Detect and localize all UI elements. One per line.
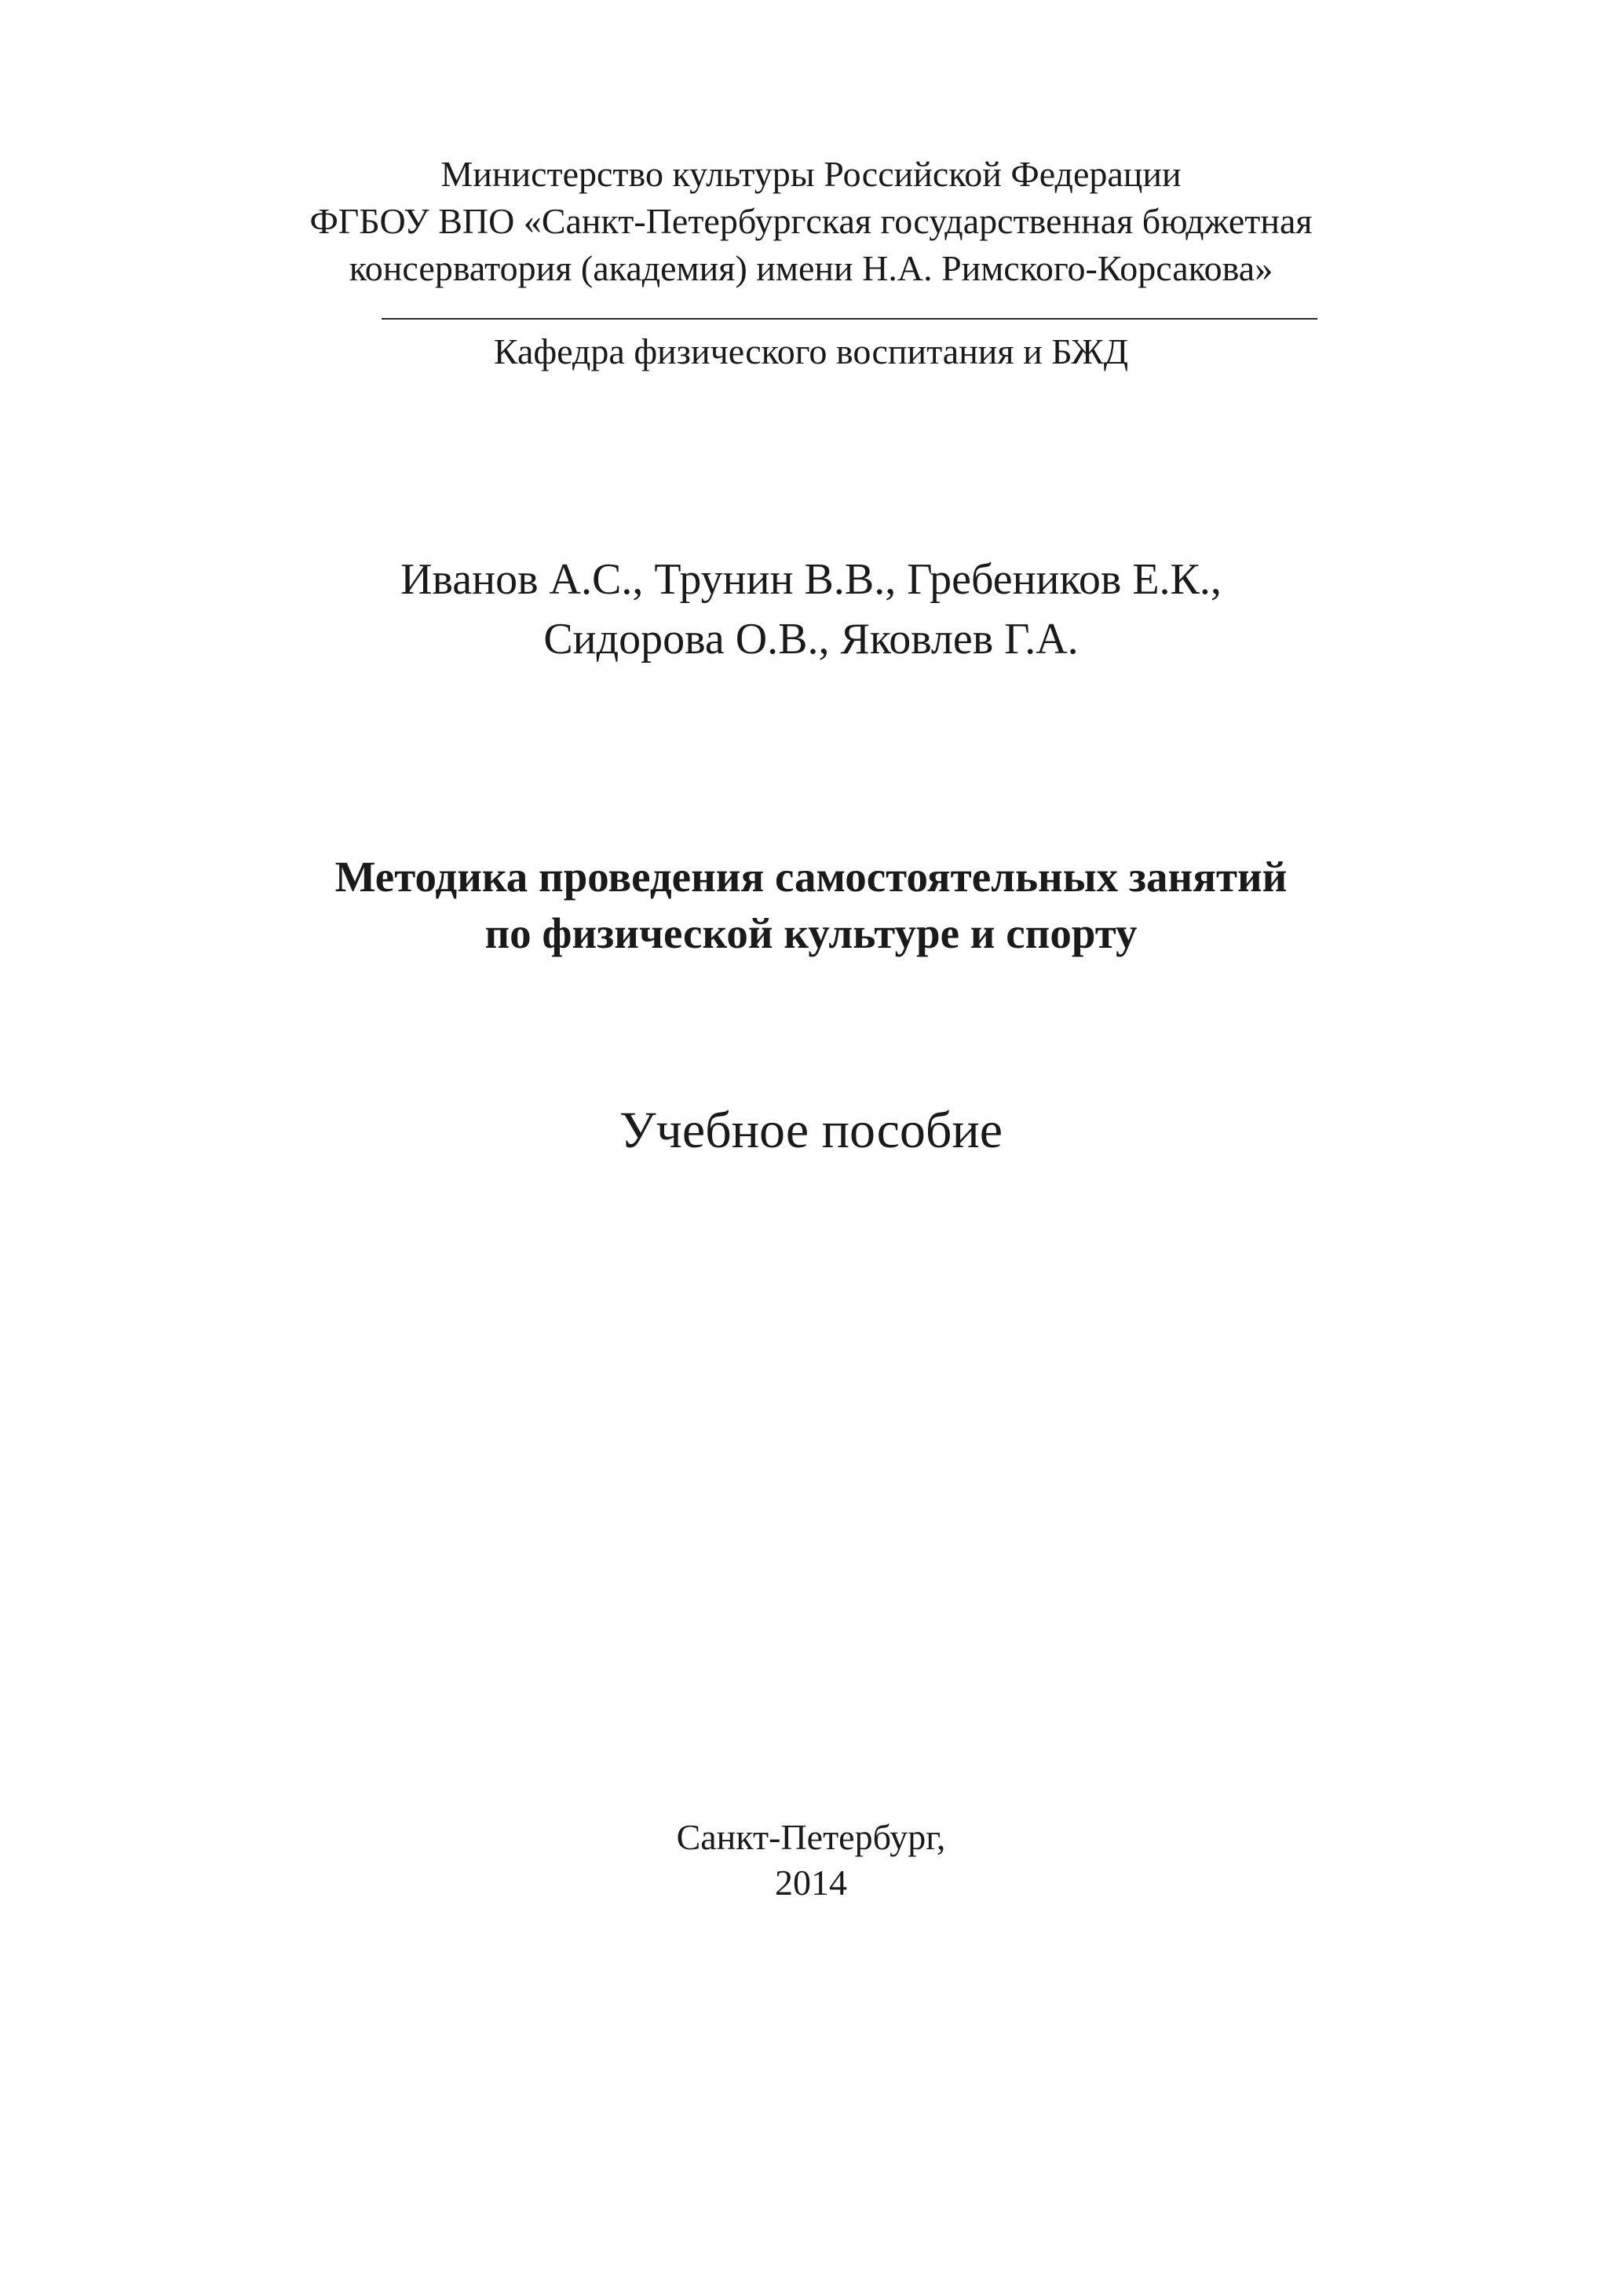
title-line-2: по физической культуре и спорту <box>484 909 1138 957</box>
institution-header <box>0 151 1622 292</box>
authors <box>0 550 1622 669</box>
institution-line-1: ФГБОУ ВПО «Санкт-Петербургская государственная бюджетная <box>309 201 1313 241</box>
imprint <box>0 1815 1622 1906</box>
authors-line-2: Сидорова О.В., Яковлев Г.А. <box>543 615 1079 664</box>
institution-line-2: консерватория (академия) имени Н.А. Римского-Корсакова» <box>349 248 1273 288</box>
ministry-line: Министерство культуры Российской Федерации <box>440 154 1182 194</box>
title-line-1: Методика проведения самостоятельных занятий <box>334 853 1288 901</box>
department-name: Кафедра физического воспитания и БЖД <box>493 331 1129 371</box>
imprint-city: Санкт-Петербург, <box>676 1817 946 1857</box>
authors-line-1: Иванов А.С., Трунин В.В., Гребеников Е.К., <box>400 555 1222 604</box>
imprint-year: 2014 <box>775 1863 847 1903</box>
header-divider <box>382 318 1317 320</box>
document-type: Учебное пособие <box>619 1102 1003 1159</box>
document-title <box>0 849 1622 962</box>
